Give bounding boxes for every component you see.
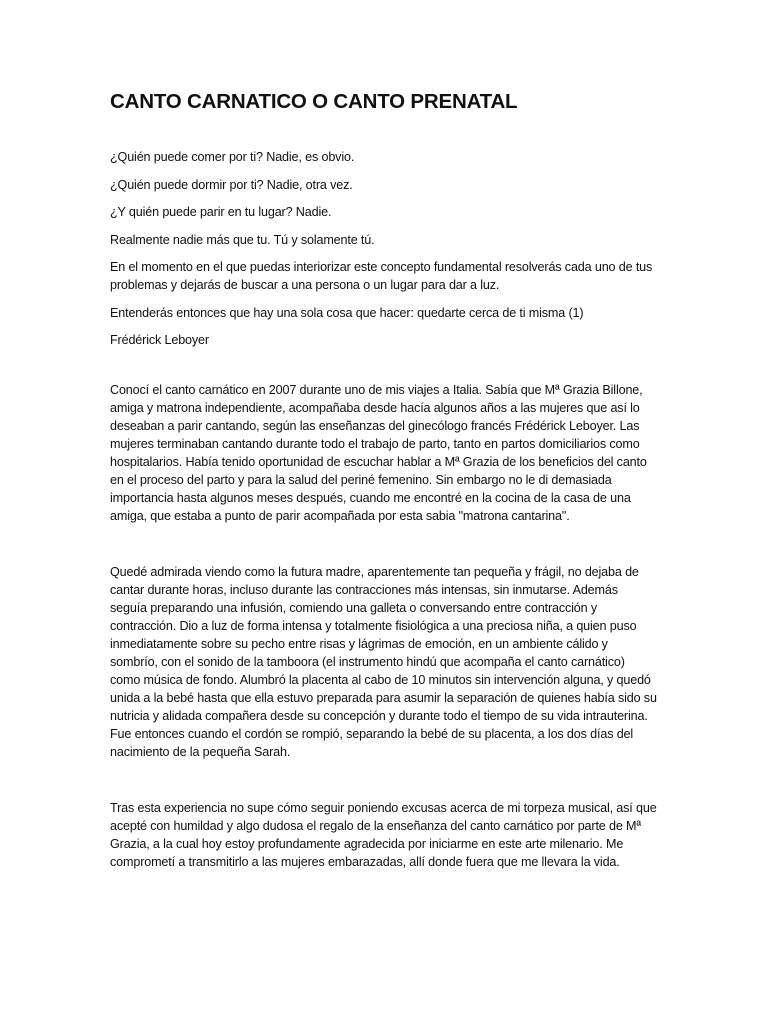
document-title: CANTO CARNATICO O CANTO PRENATAL: [110, 90, 518, 113]
body-paragraph-3: Tras esta experiencia no supe cómo seguir poniendo excusas acerca de mi torpeza musical, así que acepté con humildad y algo dudosa el regalo de la enseñanza del canto carnático por parte de Mª Grazia, a la cual hoy estoy profundamente agradecida por iniciarme en este arte milenario. Me comprometí a transmitirlo a las mujeres embarazadas, allí donde fuera que me llevara la vida.: [110, 801, 657, 869]
document-page: [110, 88, 658, 871]
body-paragraph-2: Quedé admirada viendo como la futura madre, aparentemente tan pequeña y frágil, no dejaba de cantar durante horas, incluso durante las contracciones más intensas, sin inmutarse. Además seguía preparando una infusión, comiendo una galleta o conversando entre contracción y contracción. Dio a luz de forma intensa y totalmente fisiológica a una preciosa niña, a quien puso inmediatamente sobre su pecho entre risas y lágrimas de emoción, en un ambiente cálido y sombrío, con el sonido de la tamboora (el instrumento hindú que acompaña el canto carnático) como música de fondo. Alumbró la placenta al cabo de 10 minutos sin intervención alguna, y quedó unida a la bebé hasta que ella estuvo preparada para asumir la separación de quienes había sido su nutricia y alidada compañera desde su concepción y durante todo el tiempo de su vida intrauterina. Fue entonces cuando el cordón se rompió, separando la bebé de su placenta, a los dos días del nacimiento de la pequeña Sarah.: [110, 565, 657, 759]
quote-paragraph: En el momento en el que puedas interiorizar este concepto fundamental resolverás cada uno de tus problemas y dejarás de buscar a una persona o un lugar para dar a luz.: [110, 260, 653, 292]
intro-line-3: ¿Y quién puede parir en tu lugar? Nadie.: [110, 205, 332, 219]
paragraph-spacer: [110, 761, 658, 799]
body-paragraph-1: Conocí el canto carnático en 2007 durante uno de mis viajes a Italia. Sabía que Mª Grazia Billone, amiga y matrona independiente, acompañaba desde hacía algunos años a las mujeres que así lo deseaban a parir cantando, según las enseñanzas del ginecólogo francés Frédérick Leboyer. Las mujeres terminaban cantando durante todo el trabajo de parto, tanto en partos domiciliarios como hospitalarios. Había tenido oportunidad de escuchar hablar a Mª Grazia de los beneficios del canto en el proceso del parto y para la salud del periné femenino. Sin embargo no le di demasiada importancia hasta algunos meses después, cuando me encontré en la cocina de la casa de una amiga, que estaba a punto de parir acompañada por esta sabia "matrona cantarina".: [110, 383, 647, 523]
section-spacer: [110, 349, 658, 381]
quote-closing: Entenderás entonces que hay una sola cosa que hacer: quedarte cerca de ti misma (1): [110, 305, 584, 320]
intro-line-2: ¿Quién puede dormir por ti? Nadie, otra vez.: [110, 177, 353, 192]
intro-line-1: ¿Quién puede comer por ti? Nadie, es obvio.: [110, 150, 355, 164]
quote-author: Frédérick Leboyer: [110, 333, 209, 347]
paragraph-spacer: [110, 525, 658, 563]
intro-line-4: Realmente nadie más que tu. Tú y solamente tú.: [110, 232, 375, 247]
